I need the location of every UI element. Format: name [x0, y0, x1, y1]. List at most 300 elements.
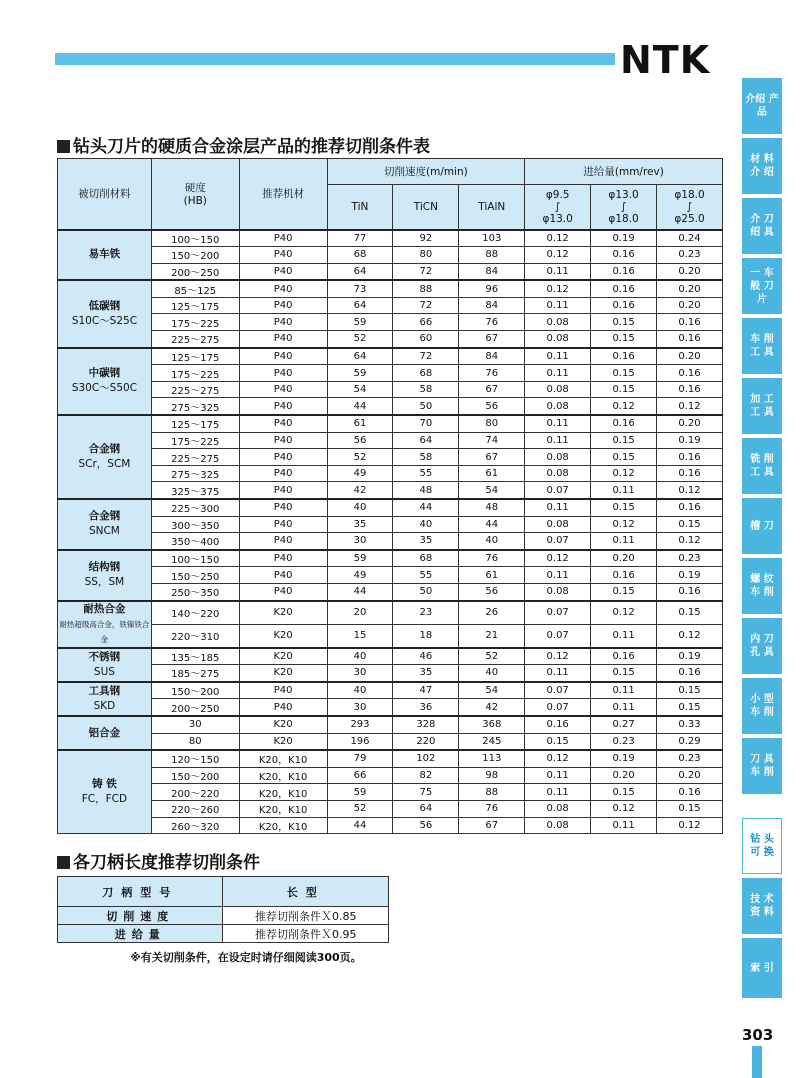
table-cell: 0.07 — [525, 601, 591, 625]
table-cell: 0.16 — [657, 381, 723, 398]
table-cell: 0.08 — [525, 800, 591, 817]
table-cell: 67 — [459, 817, 525, 834]
table-row — [58, 733, 723, 750]
table-cell: 0.16 — [591, 348, 657, 365]
table-cell: P40 — [239, 365, 327, 382]
table-cell: 48 — [393, 482, 459, 499]
table-cell: 325～375 — [151, 482, 239, 499]
table-row — [58, 699, 723, 716]
table-cell: 0.16 — [657, 583, 723, 600]
table-cell: 35 — [327, 516, 393, 533]
table-row — [58, 624, 723, 648]
table-cell: 0.12 — [657, 817, 723, 834]
table-cell: 150～200 — [151, 247, 239, 264]
table-cell: 0.15 — [591, 449, 657, 466]
table-cell: P40 — [239, 682, 327, 699]
table-cell: 42 — [327, 482, 393, 499]
table-row — [58, 750, 723, 767]
table-cell: 0.11 — [591, 682, 657, 699]
table-cell: 102 — [393, 750, 459, 767]
table-cell: P40 — [239, 482, 327, 499]
material-sub: FC，FCD — [81, 793, 128, 806]
table-row — [58, 665, 723, 682]
table-cell: 49 — [327, 465, 393, 482]
sidebar-item[interactable]: 介 刀 绍 具 — [742, 198, 782, 254]
table-cell: 0.20 — [657, 767, 723, 784]
table-cell: 125～175 — [151, 415, 239, 432]
header-dia-2: φ13.0 ∫ φ18.0 — [591, 185, 657, 230]
table-cell: 0.11 — [525, 499, 591, 516]
table-cell: K20 — [239, 665, 327, 682]
material-name: 低碳钢 — [88, 299, 121, 312]
table-cell: 0.15 — [591, 314, 657, 331]
table-cell: 0.11 — [591, 482, 657, 499]
table-cell: 0.19 — [657, 567, 723, 584]
table-cell: 0.11 — [525, 415, 591, 432]
table-cell: 185～275 — [151, 665, 239, 682]
table-cell: 0.16 — [591, 280, 657, 297]
table-cell: 59 — [327, 784, 393, 801]
table-row — [58, 800, 723, 817]
reference-note: ※有关切削条件，在设定时请仔细阅读300页。 — [130, 951, 362, 964]
table-cell: 0.23 — [657, 750, 723, 767]
table-cell: 52 — [327, 449, 393, 466]
table-cell: 250～350 — [151, 583, 239, 600]
table-cell: 35 — [393, 533, 459, 550]
table-cell: 125～175 — [151, 297, 239, 314]
table-cell: K20 — [239, 716, 327, 733]
table-cell: 0.16 — [657, 449, 723, 466]
table-cell: 200～250 — [151, 263, 239, 280]
table-cell: 36 — [393, 699, 459, 716]
table-cell: 64 — [327, 263, 393, 280]
sidebar-item[interactable]: 钻 头 可 换 — [742, 818, 782, 874]
material-name: 中碳钢 — [88, 367, 121, 380]
table-cell: P40 — [239, 567, 327, 584]
table-cell: 200～250 — [151, 699, 239, 716]
table-cell: 225～275 — [151, 449, 239, 466]
header-material: 被切削材料 — [58, 159, 152, 230]
table-cell: 0.15 — [657, 699, 723, 716]
table-cell: 225～300 — [151, 499, 239, 516]
table-cell: 75 — [393, 784, 459, 801]
table-cell: 0.16 — [657, 314, 723, 331]
table-cell: 72 — [393, 348, 459, 365]
table-cell: P40 — [239, 297, 327, 314]
table-cell: 68 — [393, 365, 459, 382]
table-cell: 0.20 — [657, 415, 723, 432]
table-cell: 21 — [459, 624, 525, 648]
table-cell: K20，K10 — [239, 817, 327, 834]
table-cell: 0.15 — [657, 516, 723, 533]
table-cell: 0.07 — [525, 682, 591, 699]
table-cell: 0.11 — [525, 365, 591, 382]
table-cell: 0.07 — [525, 624, 591, 648]
table-cell: 150～200 — [151, 682, 239, 699]
table-cell: 55 — [393, 567, 459, 584]
table-cell: 0.16 — [657, 499, 723, 516]
table-cell: 88 — [459, 784, 525, 801]
sidebar-item[interactable]: 一 车 般 刀 片 — [742, 258, 782, 314]
table-cell: 0.12 — [591, 601, 657, 625]
table-cell: 15 — [327, 624, 393, 648]
material-name: 工具钢 — [88, 684, 121, 697]
material-cell — [58, 550, 152, 601]
table-cell: 260～320 — [151, 817, 239, 834]
table-cell: 48 — [459, 499, 525, 516]
sidebar-item[interactable]: 小 型 车 削 — [742, 678, 782, 734]
table-cell: 56 — [459, 583, 525, 600]
table-cell: 175～225 — [151, 365, 239, 382]
table-cell: 113 — [459, 750, 525, 767]
table-cell: 0.20 — [657, 297, 723, 314]
header-bar — [55, 53, 615, 65]
table-cell: 0.12 — [525, 648, 591, 665]
sidebar-item[interactable]: 车 削 工 具 — [742, 318, 782, 374]
material-sub: SCr，SCM — [78, 458, 131, 471]
table-cell: 220～260 — [151, 800, 239, 817]
material-name: 耐热合金 — [83, 602, 126, 615]
table-cell: 40 — [327, 648, 393, 665]
table-cell: 0.11 — [525, 767, 591, 784]
table-cell: 0.12 — [591, 398, 657, 415]
table-cell: 0.15 — [591, 665, 657, 682]
table-row — [58, 348, 723, 365]
page-number: 303 — [742, 1026, 774, 1044]
table-cell: 100～150 — [151, 230, 239, 247]
material-cell — [58, 415, 152, 499]
table-cell: 76 — [459, 314, 525, 331]
table-cell: 0.15 — [591, 784, 657, 801]
table-cell: 88 — [393, 280, 459, 297]
table-cell: 0.19 — [591, 230, 657, 247]
table-cell: 0.16 — [657, 665, 723, 682]
table-cell: 72 — [393, 263, 459, 280]
table-cell: 58 — [393, 449, 459, 466]
table-cell: 293 — [327, 716, 393, 733]
table-cell: 0.12 — [657, 533, 723, 550]
table-cell: 64 — [393, 800, 459, 817]
table-cell: 55 — [393, 465, 459, 482]
table-cell: 23 — [393, 601, 459, 625]
header-dia-1: φ9.5 ∫ φ13.0 — [525, 185, 591, 230]
sidebar-item[interactable]: 铣 削 工 具 — [742, 438, 782, 494]
table-cell: 0.11 — [525, 297, 591, 314]
table-cell: 225～275 — [151, 331, 239, 348]
table-cell: 98 — [459, 767, 525, 784]
table-cell: 61 — [459, 567, 525, 584]
table-row — [58, 230, 723, 247]
table-cell: 0.11 — [591, 699, 657, 716]
table-cell: 0.12 — [657, 482, 723, 499]
table-cell: 96 — [459, 280, 525, 297]
table-cell: 44 — [327, 583, 393, 600]
table-cell: 0.16 — [657, 465, 723, 482]
table-cell: 0.16 — [591, 247, 657, 264]
sidebar-item[interactable]: 槽 刀 — [742, 498, 782, 554]
material-name: 结构钢 — [88, 561, 121, 574]
table-cell: 0.15 — [591, 432, 657, 449]
table-cell: 0.08 — [525, 583, 591, 600]
table-cell: 54 — [459, 682, 525, 699]
table-cell: P40 — [239, 280, 327, 297]
table-cell: 76 — [459, 365, 525, 382]
row-value-feed: 推荐切削条件Ｘ0.95 — [223, 925, 389, 943]
table-cell: 0.16 — [591, 648, 657, 665]
sidebar-item[interactable]: 索 引 — [742, 938, 782, 998]
table-cell: 52 — [327, 331, 393, 348]
table-row — [58, 280, 723, 297]
table-cell: 61 — [459, 465, 525, 482]
header-shank-type: 刀柄型号 — [58, 877, 223, 907]
table-cell: 125～175 — [151, 348, 239, 365]
material-sub: S30C～S50C — [71, 382, 138, 395]
table-cell: 40 — [327, 499, 393, 516]
table-cell: 82 — [393, 767, 459, 784]
table-cell: P40 — [239, 398, 327, 415]
material-sub: SNCM — [88, 525, 120, 538]
table-cell: 0.16 — [591, 415, 657, 432]
table-cell: 225～275 — [151, 381, 239, 398]
table-cell: 103 — [459, 230, 525, 247]
table-cell: P40 — [239, 230, 327, 247]
header-ticn: TiCN — [393, 185, 459, 230]
table-cell: 368 — [459, 716, 525, 733]
table-cell: 67 — [459, 331, 525, 348]
square-bullet-icon — [57, 140, 70, 153]
sidebar-item[interactable]: 刀 具 车 削 — [742, 738, 782, 794]
material-cell — [58, 499, 152, 550]
table-cell: P40 — [239, 516, 327, 533]
table-cell: 300～350 — [151, 516, 239, 533]
table-cell: 26 — [459, 601, 525, 625]
table-row — [58, 601, 723, 625]
sidebar-item[interactable]: 技 术 资 料 — [742, 878, 782, 934]
table-cell: P40 — [239, 699, 327, 716]
table-row — [58, 550, 723, 567]
table-cell: 275～325 — [151, 398, 239, 415]
row-label-feed: 进给量 — [58, 925, 223, 943]
table-row — [58, 263, 723, 280]
header-grade: 推荐机材 — [239, 159, 327, 230]
table-cell: 0.16 — [591, 567, 657, 584]
table-cell: 18 — [393, 624, 459, 648]
table-cell: 175～225 — [151, 314, 239, 331]
material-cell — [58, 750, 152, 833]
table-row — [58, 432, 723, 449]
table-cell: 67 — [459, 381, 525, 398]
table-cell: 0.11 — [525, 665, 591, 682]
material-name: 合金钢 — [88, 510, 121, 523]
table-cell: 79 — [327, 750, 393, 767]
table-cell: 84 — [459, 348, 525, 365]
table-cell: 77 — [327, 230, 393, 247]
section-title-2: 各刀柄长度推荐切削条件 — [57, 848, 260, 873]
table-cell: 44 — [327, 817, 393, 834]
table-cell: 0.15 — [591, 365, 657, 382]
header-tin: TiN — [327, 185, 393, 230]
sidebar-item[interactable]: 内 刀 孔 具 — [742, 618, 782, 674]
table-cell: 30 — [327, 699, 393, 716]
table-cell: 0.23 — [657, 550, 723, 567]
table-cell: 0.08 — [525, 398, 591, 415]
sidebar-item[interactable]: 螺 纹 车 削 — [742, 558, 782, 614]
table-cell: 0.20 — [657, 348, 723, 365]
table-cell: 0.11 — [525, 348, 591, 365]
cutting-conditions-table — [57, 158, 723, 834]
table-cell: 64 — [327, 297, 393, 314]
table-cell: 0.11 — [525, 263, 591, 280]
table-cell: 40 — [393, 516, 459, 533]
table-cell: P40 — [239, 331, 327, 348]
table-cell: 0.15 — [657, 682, 723, 699]
sidebar-item[interactable]: 介绍 产 品 — [742, 78, 782, 134]
material-name: 易车铁 — [88, 248, 121, 261]
table-cell: 58 — [393, 381, 459, 398]
table-cell: 0.12 — [591, 516, 657, 533]
table-cell: 56 — [327, 432, 393, 449]
table-cell: 0.20 — [657, 280, 723, 297]
table-cell: 0.16 — [591, 263, 657, 280]
sidebar-item[interactable]: 加 工 工 具 — [742, 378, 782, 434]
table-cell: 0.23 — [591, 733, 657, 750]
table-cell: 0.15 — [591, 499, 657, 516]
table-row — [58, 314, 723, 331]
table-cell: 52 — [459, 648, 525, 665]
table-cell: 84 — [459, 297, 525, 314]
table-cell: 0.07 — [525, 533, 591, 550]
material-cell — [58, 601, 152, 648]
table-cell: K20，K10 — [239, 750, 327, 767]
material-sub: SUS — [93, 665, 115, 678]
table-cell: 66 — [327, 767, 393, 784]
table-cell: 56 — [459, 398, 525, 415]
table-cell: 54 — [327, 381, 393, 398]
table-cell: 0.08 — [525, 331, 591, 348]
table-cell: 52 — [327, 800, 393, 817]
table-cell: K20，K10 — [239, 767, 327, 784]
header-hardness: 硬度 (HB) — [151, 159, 239, 230]
table-cell: K20，K10 — [239, 800, 327, 817]
table-cell: 0.15 — [591, 583, 657, 600]
table-cell: 0.19 — [591, 750, 657, 767]
table-cell: 0.29 — [657, 733, 723, 750]
table-cell: 76 — [459, 800, 525, 817]
section-title-1: 钻头刀片的硬质合金涂层产品的推荐切削条件表 — [57, 132, 430, 157]
sidebar-item[interactable]: 材 料 介 绍 — [742, 138, 782, 194]
table-cell: 20 — [327, 601, 393, 625]
table-cell: 49 — [327, 567, 393, 584]
table-cell: 245 — [459, 733, 525, 750]
table-cell: 0.16 — [657, 784, 723, 801]
table-cell: P40 — [239, 314, 327, 331]
table-cell: K20 — [239, 733, 327, 750]
table-cell: 0.08 — [525, 381, 591, 398]
table-cell: 0.12 — [525, 247, 591, 264]
row-value-speed: 推荐切削条件Ｘ0.85 — [223, 907, 389, 925]
table-cell: P40 — [239, 465, 327, 482]
table-cell: 150～250 — [151, 567, 239, 584]
table-cell: 40 — [459, 533, 525, 550]
table-cell: 0.11 — [525, 432, 591, 449]
table-cell: 100～150 — [151, 550, 239, 567]
table-cell: 328 — [393, 716, 459, 733]
table-cell: 0.19 — [657, 432, 723, 449]
table-cell: 68 — [327, 247, 393, 264]
table-cell: P40 — [239, 499, 327, 516]
table-row — [58, 716, 723, 733]
table-cell: P40 — [239, 432, 327, 449]
table-cell: 72 — [393, 297, 459, 314]
page-marker — [752, 1046, 762, 1078]
table-cell: 0.33 — [657, 716, 723, 733]
table-cell: 30 — [327, 665, 393, 682]
table-cell: 0.12 — [591, 800, 657, 817]
table-cell: 0.11 — [591, 817, 657, 834]
table-cell: P40 — [239, 247, 327, 264]
header-tialn: TiAlN — [459, 185, 525, 230]
material-cell — [58, 682, 152, 716]
table-row — [58, 817, 723, 834]
header-dia-3: φ18.0 ∫ φ25.0 — [657, 185, 723, 230]
table-cell: P40 — [239, 533, 327, 550]
table-cell: 70 — [393, 415, 459, 432]
table-cell: 0.20 — [591, 550, 657, 567]
table-row — [58, 567, 723, 584]
table-cell: 0.16 — [657, 365, 723, 382]
table-cell: 0.23 — [657, 247, 723, 264]
table-cell: 150～200 — [151, 767, 239, 784]
table-cell: 56 — [393, 817, 459, 834]
table-cell: 0.15 — [591, 381, 657, 398]
table-cell: 0.15 — [657, 800, 723, 817]
table-cell: 0.07 — [525, 699, 591, 716]
material-sub: SS，SM — [84, 576, 125, 589]
table-cell: 40 — [327, 682, 393, 699]
table-cell: 0.12 — [657, 624, 723, 648]
brand-logo: NTK — [620, 38, 711, 82]
table-cell: P40 — [239, 263, 327, 280]
table-cell: 0.11 — [525, 567, 591, 584]
table-cell: 0.16 — [525, 716, 591, 733]
table-cell: K20，K10 — [239, 784, 327, 801]
table-row — [58, 381, 723, 398]
table-cell: K20 — [239, 624, 327, 648]
material-cell — [58, 230, 152, 281]
material-cell — [58, 280, 152, 347]
table-cell: 42 — [459, 699, 525, 716]
table-cell: 0.15 — [591, 331, 657, 348]
table-cell: 0.15 — [525, 733, 591, 750]
table-cell: 50 — [393, 398, 459, 415]
table-cell: 47 — [393, 682, 459, 699]
row-label-speed: 切削速度 — [58, 907, 223, 925]
material-sub: S10C～S25C — [71, 314, 138, 327]
table-cell: 64 — [393, 432, 459, 449]
table-cell: 0.08 — [525, 465, 591, 482]
table-cell: 88 — [459, 247, 525, 264]
square-bullet-icon — [57, 856, 70, 869]
table-cell: 46 — [393, 648, 459, 665]
table-cell: 80 — [459, 415, 525, 432]
material-cell — [58, 716, 152, 750]
table-row — [58, 449, 723, 466]
table-row — [58, 465, 723, 482]
table-cell: 0.08 — [525, 817, 591, 834]
table-cell: 66 — [393, 314, 459, 331]
table-cell: 0.12 — [525, 230, 591, 247]
table-cell: 120～150 — [151, 750, 239, 767]
